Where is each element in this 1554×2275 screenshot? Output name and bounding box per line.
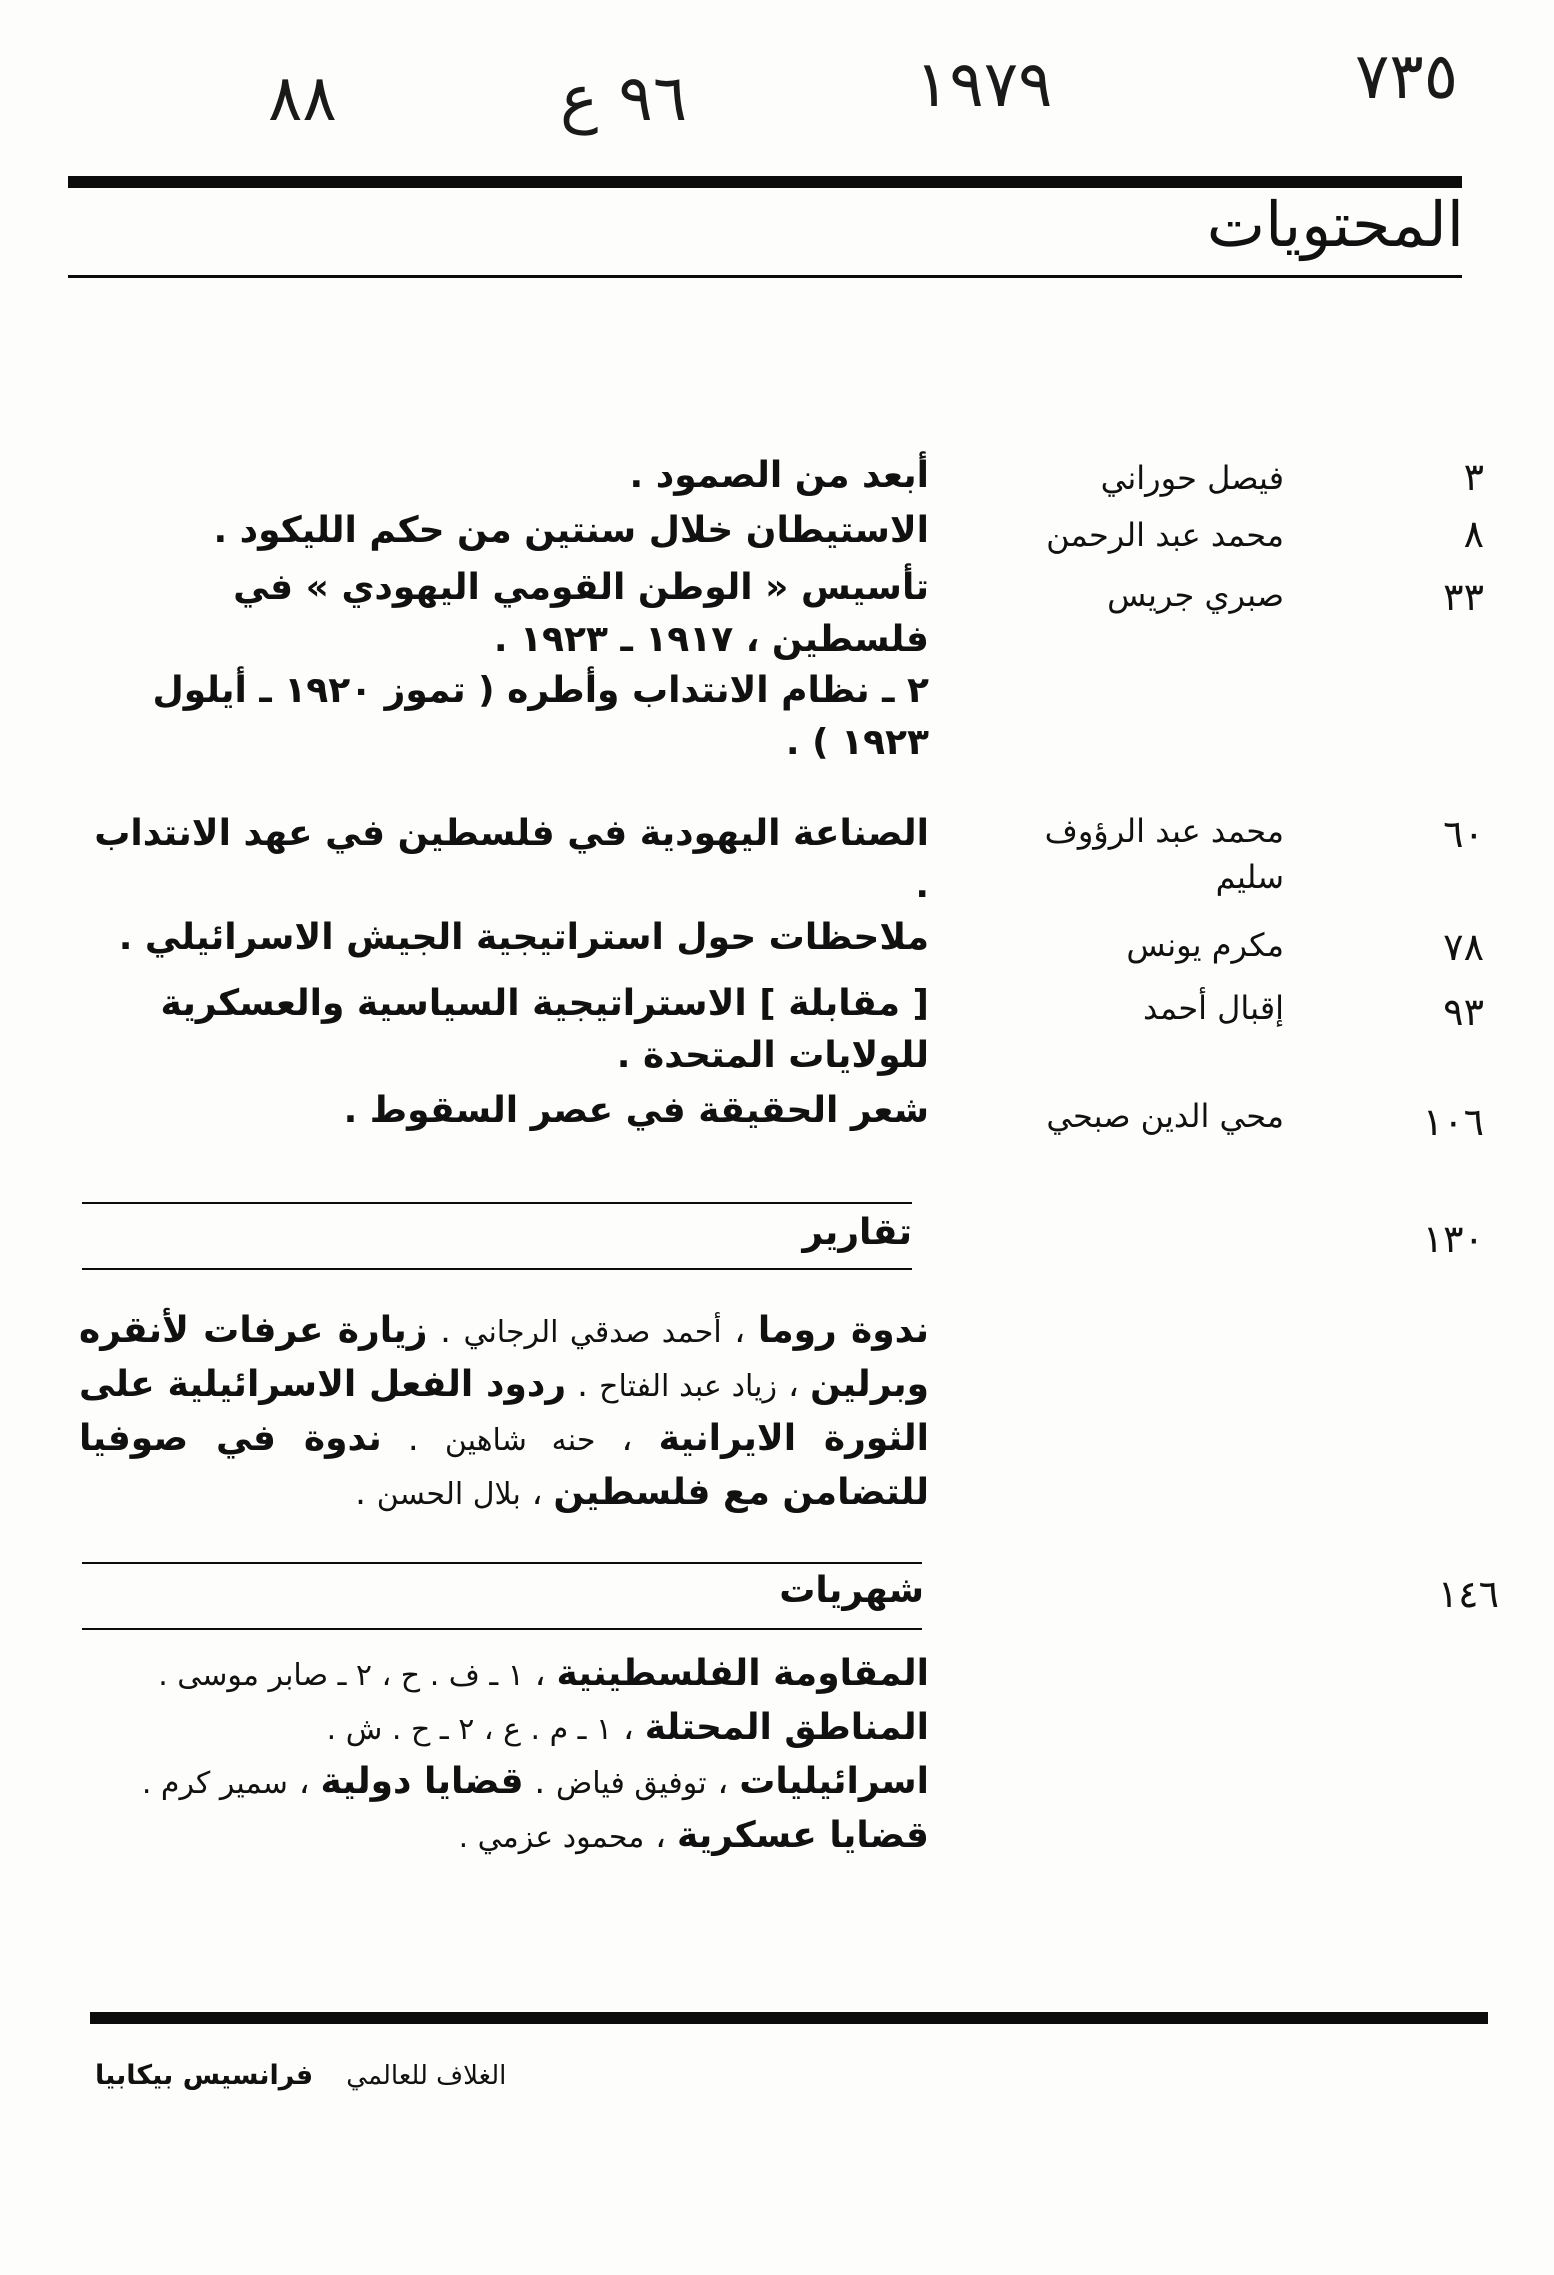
entry-title: تأسيس « الوطن القومي اليهودي » في فلسطين ، ١٩١٧ ـ ١٩٢٣ .	[233, 567, 929, 660]
reports-bottom-rule	[82, 1268, 912, 1270]
report-author: حنه شاهين	[444, 1423, 596, 1458]
entry-author: محي الدين صبحي	[1046, 1097, 1284, 1135]
entry-title: الاستيطان خلال سنتين من حكم الليكود .	[213, 510, 929, 551]
report-title: ردود الفعل الاسرائيلية على الثورة الايرانية	[79, 1364, 929, 1459]
entry-author: صبري جريس	[1107, 576, 1284, 614]
title-underline	[68, 275, 1462, 278]
page-title: المحتويات	[1206, 188, 1464, 261]
entry-page-number: ٣٣	[1443, 575, 1484, 619]
reports-paragraph: ندوة روما ، أحمد صدقي الرجاني . زيارة عرفات لأنقره وبرلين ، زياد عبد الفتاح . ردود الفعل الاسرائيلية على الثورة الايرانية ، حنه شاهين . ندوة في صوفيا للتضامن مع فلسطين ، بلال الحسن .	[79, 1310, 929, 1513]
cover-credit	[95, 2060, 506, 2091]
reports-heading: تقارير	[802, 1212, 912, 1253]
monthly-title: قضايا عسكرية	[676, 1815, 929, 1856]
bottom-thick-rule	[90, 2012, 1488, 2024]
handwritten-left: ٨٨	[268, 62, 337, 136]
handwritten-mid: ٩٦ ع	[560, 62, 688, 136]
monthlies-top-rule	[82, 1562, 922, 1564]
entry-title: شعر الحقيقة في عصر السقوط .	[343, 1090, 929, 1131]
monthlies-paragraph: المقاومة الفلسطينية ، ١ ـ ف . ح ، ٢ ـ صابر موسى . المناطق المحتلة ، ١ ـ م . ع ، ٢ ـ ح . ش . اسرائيليات ، توفيق فياض . قضايا دولية ، سمير كرم . قضايا عسكرية ، محمود عزمي .	[141, 1653, 929, 1856]
reports-top-rule	[82, 1202, 912, 1204]
monthly-author: توفيق فياض	[556, 1766, 707, 1801]
monthly-author: سمير كرم .	[141, 1766, 288, 1801]
entry-title: [ مقابلة ] الاستراتيجية السياسية والعسكرية للولايات المتحدة .	[160, 983, 929, 1076]
handwritten-year: ١٩٧٩	[915, 48, 1053, 122]
reports-page-number: ١٣٠	[1422, 1217, 1484, 1261]
monthly-author: محمود عزمي .	[458, 1820, 645, 1855]
monthly-title: قضايا دولية	[320, 1761, 524, 1802]
entry-title: الصناعة اليهودية في فلسطين في عهد الانتداب .	[94, 813, 929, 906]
report-author: بلال الحسن	[376, 1477, 521, 1512]
monthlies-bottom-rule	[82, 1628, 922, 1630]
entry-author: مكرم يونس	[1126, 926, 1284, 964]
entry-page-number: ٧٨	[1443, 925, 1484, 969]
entry-page-number: ٨	[1463, 512, 1484, 556]
entry-page-number: ٩٣	[1443, 990, 1484, 1034]
monthly-title: المقاومة الفلسطينية	[556, 1653, 929, 1694]
monthlies-page-number: ١٤٦	[1437, 1572, 1499, 1616]
entry-author: إقبال أحمد	[1143, 989, 1284, 1027]
entry-author: محمد عبد الرحمن	[1046, 516, 1284, 554]
report-title: ندوة روما	[757, 1310, 929, 1351]
cover-credit-label: الغلاف للعالمي	[346, 2061, 507, 2091]
entry-page-number: ١٠٦	[1422, 1100, 1484, 1144]
entry-title: أبعد من الصمود .	[629, 455, 929, 496]
monthly-title: اسرائيليات	[739, 1761, 929, 1802]
report-title: ندوة في صوفيا للتضامن مع فلسطين	[79, 1418, 929, 1513]
entry-title: ملاحظات حول استراتيجية الجيش الاسرائيلي .	[118, 917, 929, 958]
cover-credit-artist: فرانسيس بيكابيا	[95, 2060, 314, 2091]
report-author: زياد عبد الفتاح	[599, 1369, 777, 1404]
report-title: زيارة عرفات لأنقره وبرلين	[79, 1310, 929, 1405]
report-author: أحمد صدقي الرجاني	[463, 1315, 722, 1350]
top-thick-rule	[68, 176, 1462, 188]
entry-author: فيصل حوراني	[1100, 459, 1284, 497]
entry-page-number: ٣	[1463, 455, 1484, 499]
monthlies-heading: شهريات	[779, 1570, 924, 1611]
entry-subtitle: ٢ ـ نظام الانتداب وأطره ( تموز ١٩٢٠ ـ أيلول ١٩٢٣ ) .	[152, 670, 929, 763]
entry-author: محمد عبد الرؤوف سليم	[1044, 812, 1284, 896]
handwritten-right: ٧٣٥	[1355, 40, 1459, 114]
monthly-title: المناطق المحتلة	[644, 1707, 929, 1748]
entry-page-number: ٦٠	[1443, 812, 1484, 856]
monthly-author: ١ ـ ف . ح ، ٢ ـ صابر موسى .	[158, 1658, 524, 1693]
monthly-author: ١ ـ م . ع ، ٢ ـ ح . ش .	[326, 1712, 613, 1747]
